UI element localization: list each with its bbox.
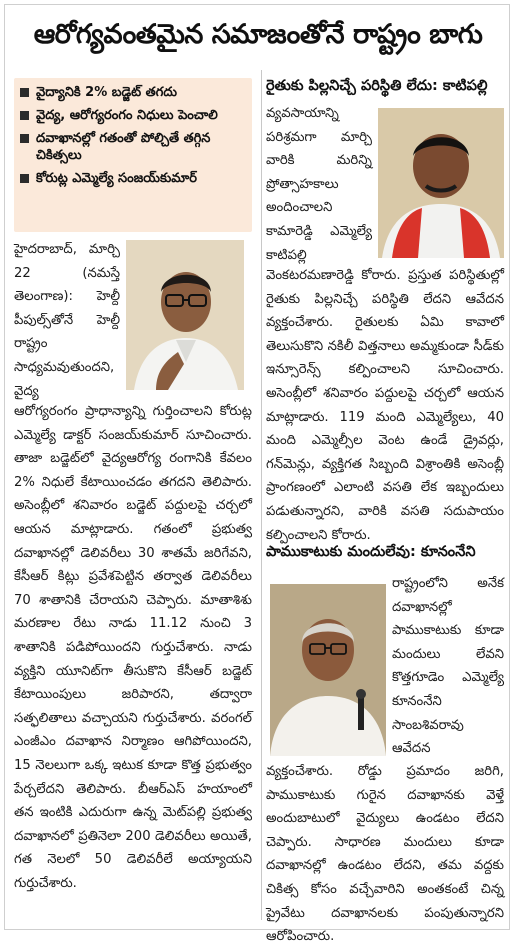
square-bullet-icon: [20, 111, 29, 120]
square-bullet-icon: [20, 134, 29, 143]
highlight-item: [20, 130, 246, 164]
photo-katipalli: [378, 108, 504, 258]
highlight-item: [20, 170, 246, 187]
column-divider: [261, 70, 262, 920]
portrait-illustration: [270, 584, 386, 756]
right-top-body-text: వెంకటరమణారెడ్డి కోరారు. ప్రస్తుత పరిస్థితుల్లో రైతుకు పిల్లనిచ్చే పరిస్థితి లేదని ఆవేదన వ్యక్తంచేశారు. రైతులకు ఏమి కావాలో తెలుసుకొని నకిలీ విత్తనాలు అమ్మకుండా సీడ్‌కు ఇన్సూరెన్స్ కల్పించాలని సూచించారు. అసెంబ్లీలో శనివారం పద్దులపై చర్చలో ఆయన మాట్లాడారు. 119 మంది ఎమ్మెల్యేలు, 40 మంది ఎమ్మెల్సీల వెంట ఉండే డ్రైవర్లు, గన్‌మెన్లు, వ్యక్తిగత సిబ్బంది విశ్రాంతికి అసెంబ్లీ ప్రాంగణంలో ఎలాంటి వసతి లేక ఇబ్బందులు పడుతున్నారని, వారికి వసతి సదుపాయం కల్పించాలని కోరారు.: [266, 268, 504, 543]
right-top-intro-text: వ్యవసాయాన్ని పరిశ్రమగా మార్చి వారికి మరిన్ని ప్రోత్సాహకాలు అందించాలని కామారెడ్డి ఎమ్మెల్యే కాటిపల్లి: [266, 106, 372, 263]
right-top-title: రైతుకు పిల్లనిచ్చే పరిస్థితి లేదు: కాటిపల్లి: [266, 78, 488, 94]
highlight-item: [20, 84, 246, 101]
highlight-text: వైద్యానికి 2% బడ్జెట్ తగదు: [36, 85, 178, 100]
right-bottom-title: పాముకాటుకు మందులేవు: కూనంనేని: [266, 544, 476, 560]
left-intro-block: [14, 238, 120, 403]
right-bottom-intro-block: [392, 572, 504, 761]
square-bullet-icon: [20, 88, 29, 97]
right-bottom-intro-text: రాష్ట్రంలోని అనేక దవాఖానల్లో పాముకాటుకు కూడా మందులు లేవని కొత్తగూడెం ఎమ్మెల్యే కూనంనేని సాంబశివరావు ఆవేదన: [392, 576, 504, 757]
photo-kunamneni: [270, 584, 386, 756]
left-body-block: [14, 400, 252, 895]
highlight-text: వైద్య, ఆరోగ్యరంగం నిధులు పెంచాలి: [36, 108, 218, 123]
left-intro-text: హైదరాబాద్, మార్చి 22 (నమస్తే తెలంగాణ): హెల్దీ పీపుల్స్‌తోనే హెల్దీ రాష్ట్రం సాధ్యమవుతుందని, వైద్య: [14, 242, 120, 399]
highlight-item: [20, 107, 246, 124]
highlights-box: [14, 78, 252, 232]
square-bullet-icon: [20, 174, 29, 183]
right-bottom-body-text: వ్యక్తంచేశారు. రోడ్డు ప్రమాదం జరిగి, పాముకాటుకు గురైన దవాఖానకు వెళ్తే అందుబాటులో వైద్యులు ఉండటం లేదని చెప్పారు. సాధారణ మందులు కూడా దవాఖానల్లో ఉండటం లేదని, తమ వద్దకు చికిత్స కోసం వచ్చేవారిని అంతకంటే చిన్న ప్రైవేటు దవాఖానలకు పంపుతున్నారని ఆరోపించారు.: [266, 764, 504, 945]
highlight-text: కోరుట్ల ఎమ్మెల్యే సంజయ్‌కుమార్: [36, 171, 197, 186]
highlight-text: దవాఖానల్లో గతంతో పోల్చితే తగ్గిన చికిత్సలు: [36, 131, 211, 163]
right-top-body-block: [266, 264, 504, 547]
headline: ఆరోగ్యవంతమైన సమాజంతోనే రాష్ట్రం బాగు: [33, 19, 483, 50]
photo-sanjay-kumar: [126, 240, 244, 390]
portrait-illustration: [378, 108, 504, 258]
right-bottom-body-block: [266, 760, 504, 949]
left-body-text: ఆరోగ్యరంగం ప్రాధాన్యాన్ని గుర్తించాలని కోరుట్ల ఎమ్మెల్యే డాక్టర్ సంజయ్‌కుమార్ సూచించారు. తాజా బడ్జెట్‌లో వైద్యఆరోగ్య రంగానికి కేవలం 2% నిధులే కేటాయించడం తగదని తెలిపారు. అసెంబ్లీలో శనివారం బడ్జెట్ పద్దులపై చర్చలో ఆయన మాట్లాడారు. గతంలో ప్రభుత్వ దవాఖానల్లో డెలివరీలు 30 శాతమే జరిగేవని, కేసీఆర్ కిట్లు ప్రవేశపెట్టిన తర్వాత డెలివరీలు 70 శాతానికి చేరాయని చెప్పారు. మాతాశిశు మరణాల రేటు నాడు 11.12 నుంచి 3 శాతానికి పడిపోయిందని గుర్తుచేశారు. నాడు వ్యక్తిని యూనిట్‌గా తీసుకొని కేసీఆర్ బడ్జెట్ కేటాయింపులు జరిపారని, తద్వారా సత్ఫలితాలు వచ్చాయని గుర్తుచేశారు. వరంగల్ ఎంజీఎం దవాఖాన నిర్మాణం ఆగిపోయిందని, 15 నెలలుగా ఒక్క ఇటుక కూడా కొత్త ప్రభుత్వం పేర్చలేదని తెలిపారు. బీఆర్‌ఎస్ హయాంలో తన ఇంటికి ఎదురుగా ఉన్న మెట్‌పల్లి ప్రభుత్వ దవాఖానలో ప్రతినెలా 200 డెలివరీలు అయితే, గత నెలలో 50 డెలివరీలే అయ్యాయని గుర్తుచేశారు.: [14, 404, 252, 891]
portrait-illustration: [126, 240, 244, 390]
right-top-intro-block: [266, 102, 372, 267]
